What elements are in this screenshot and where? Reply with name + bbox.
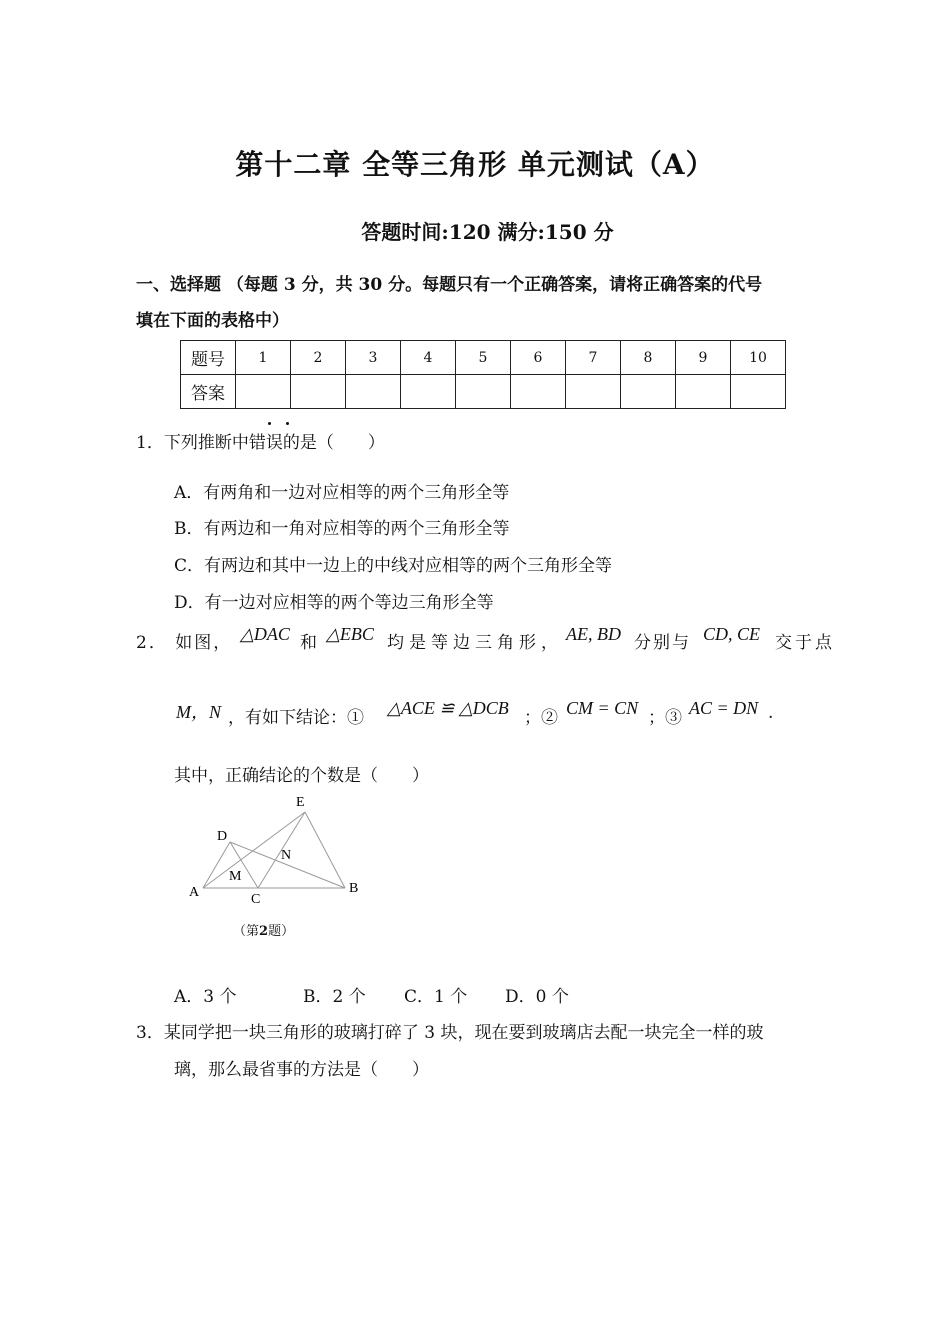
exam-info: 答题时间:120 满分:150 分 [361, 220, 614, 244]
question-2-text: 和 [300, 633, 317, 653]
answer-cell[interactable] [291, 375, 346, 409]
answer-cell[interactable] [511, 375, 566, 409]
table-cell-number: 3 [346, 341, 401, 375]
emphasis-dot [286, 422, 289, 425]
table-cell-number: 7 [566, 341, 621, 375]
answer-cell[interactable] [676, 375, 731, 409]
math-congruence: △ACE ≌ △DCB [387, 698, 509, 718]
question-2-option-c: C．1 个 [404, 987, 468, 1007]
answer-cell[interactable] [401, 375, 456, 409]
answer-cell[interactable] [236, 375, 291, 409]
question-2-option-b: B．2 个 [303, 987, 366, 1007]
table-cell-number: 4 [401, 341, 456, 375]
math-ac-dn: AC = DN [689, 698, 759, 718]
question-2-option-d: D．0 个 [505, 987, 569, 1007]
table-cell-number: 2 [291, 341, 346, 375]
caption-suffix: 题） [268, 924, 295, 939]
table-cell-number: 5 [456, 341, 511, 375]
label-m: M [229, 869, 242, 884]
math-segments-ae-bd: AE, BD [566, 624, 621, 644]
section-heading-line1: 一、选择题 （每题 3 分，共 30 分。每题只有一个正确答案，请将正确答案的代号 [136, 275, 763, 295]
table-cell-number: 9 [676, 341, 731, 375]
question-2-number: 2． 如图， [136, 633, 233, 653]
question-2-figure [180, 790, 380, 920]
answer-cell[interactable] [731, 375, 786, 409]
label-d: D [217, 829, 228, 844]
question-2-text: 交于点 [775, 633, 835, 653]
emphasis-dot [268, 422, 271, 425]
caption-number: 2 [259, 924, 269, 939]
table-row [181, 375, 786, 409]
table-cell-number: 10 [731, 341, 786, 375]
answer-cell[interactable] [456, 375, 511, 409]
question-2-prompt: 其中，正确结论的个数是（ ） [174, 766, 429, 786]
math-triangle-ebc: △EBC [326, 624, 374, 644]
label-b: B [349, 881, 359, 896]
question-1-option-b: B．有两边和一角对应相等的两个三角形全等 [174, 519, 510, 539]
question-2-text: ，有如下结论：① [228, 708, 364, 728]
question-1-option-a: A．有两角和一边对应相等的两个三角形全等 [174, 483, 510, 503]
question-2-text: 分别与 [634, 633, 691, 653]
figure-caption [233, 920, 294, 939]
segment-ad [203, 842, 230, 888]
answer-table [180, 340, 786, 409]
question-2-text: ；② [524, 708, 558, 728]
question-2-option-a: A．3 个 [174, 987, 237, 1007]
answer-cell[interactable] [346, 375, 401, 409]
question-2-text: . [768, 703, 774, 723]
question-1-option-c: C．有两边和其中一边上的中线对应相等的两个三角形全等 [174, 556, 613, 576]
table-cell-number: 1 [236, 341, 291, 375]
question-3-line2: 璃，那么最省事的方法是（ ） [174, 1060, 429, 1080]
page-title: 第十二章 全等三角形 单元测试（A） [235, 148, 715, 181]
question-2-text: ；③ [648, 708, 682, 728]
table-header-number: 题号 [181, 341, 236, 375]
answer-cell[interactable] [621, 375, 676, 409]
question-2-text: 均是等边三角形， [387, 633, 563, 653]
answer-cell[interactable] [566, 375, 621, 409]
table-cell-number: 8 [621, 341, 676, 375]
math-segments-cd-ce: CD, CE [703, 624, 761, 644]
label-c: C [251, 892, 261, 907]
question-3-line1: 3．某同学把一块三角形的玻璃打碎了 3 块，现在要到玻璃店去配一块完全一样的玻 [136, 1023, 764, 1043]
label-n: N [281, 848, 292, 863]
section-heading-line2: 填在下面的表格中） [136, 311, 289, 331]
table-cell-number: 6 [511, 341, 566, 375]
table-header-answer: 答案 [181, 375, 236, 409]
caption-prefix: （第 [233, 924, 260, 939]
math-cm-cn: CM = CN [566, 698, 639, 718]
label-a: A [189, 885, 200, 900]
question-1-option-d: D．有一边对应相等的两个等边三角形全等 [174, 593, 494, 613]
question-1-stem: 1．下列推断中错误的是（ ） [136, 433, 385, 453]
math-points-mn: M，N [176, 702, 221, 722]
label-e: E [296, 795, 305, 810]
math-triangle-dac: △DAC [240, 624, 290, 644]
segment-eb [305, 812, 345, 888]
table-row [181, 341, 786, 375]
